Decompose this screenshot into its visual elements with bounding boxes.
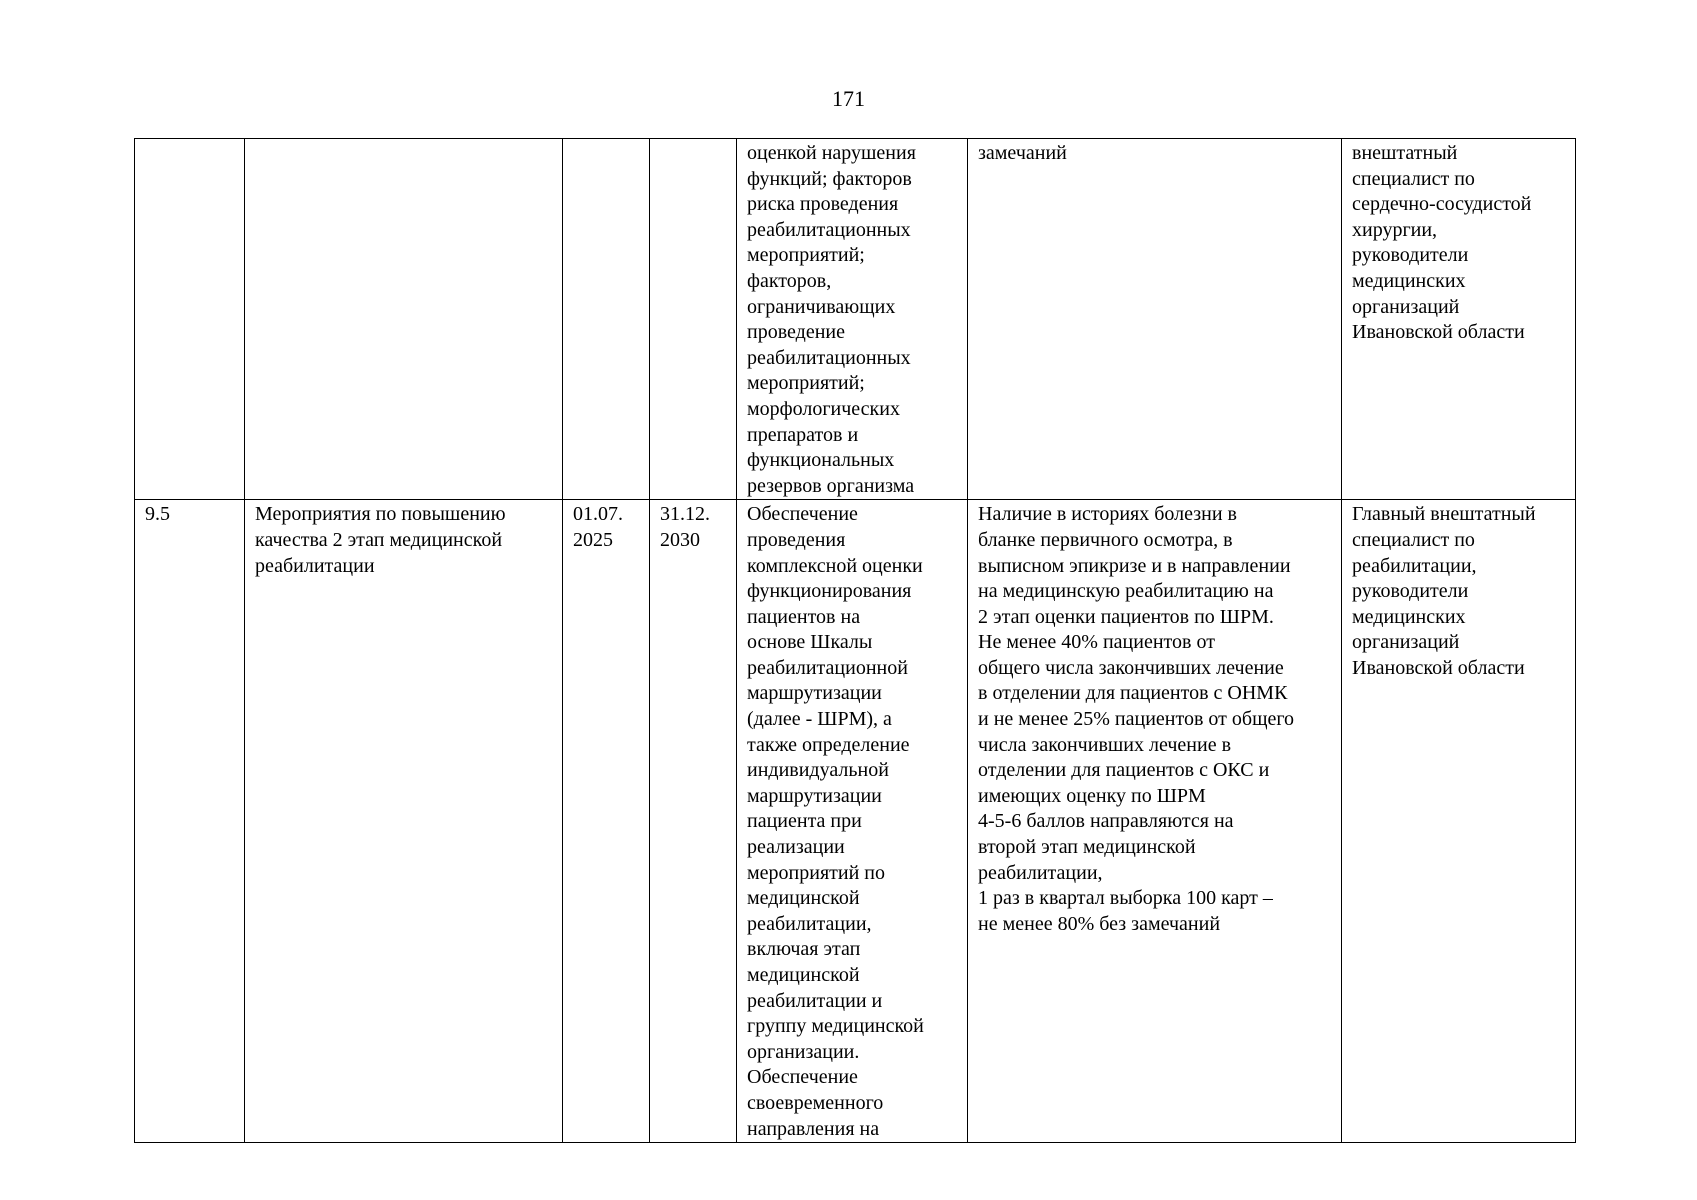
cell-responsible: Главный внештатный специалист по реабилитации, руководители медицинских организаций Ивановской области <box>1342 500 1576 1143</box>
page-number: 171 <box>832 86 865 111</box>
cell-start-date: 01.07. 2025 <box>563 500 650 1143</box>
cell-end-date <box>650 139 737 500</box>
cell-expected-result: Обеспечение проведения комплексной оценки функционирования пациентов на основе Шкалы реабилитационной маршрутизации (далее - ШРМ), а также определение индивидуальной маршрутизации пациента при реализации мероприятий по медицинской реабилитации, включая этап медицинской реабилитации и группу медицинской организации. Обеспечение своевременного направления на <box>737 500 968 1143</box>
cell-expected-result: оценкой нарушения функций; факторов риска проведения реабилитационных мероприятий; факторов, ограничивающих проведение реабилитационных мероприятий; морфологических препаратов и функциональных резервов организма <box>737 139 968 500</box>
cell-number: 9.5 <box>135 500 245 1143</box>
cell-indicator: замечаний <box>968 139 1342 500</box>
cell-start-date <box>563 139 650 500</box>
cell-indicator: Наличие в историях болезни в бланке первичного осмотра, в выписном эпикризе и в направлении на медицинскую реабилитацию на 2 этап оценки пациентов по ШРМ. Не менее 40% пациентов от общего числа закончивших лечение в отделении для пациентов с ОНМК и не менее 25% пациентов от общего числа закончивших лечение в отделении для пациентов с ОКС и имеющих оценку по ШРМ 4-5-6 баллов направляются на второй этап медицинской реабилитации, 1 раз в квартал выборка 100 карт – не менее 80% без замечаний <box>968 500 1342 1143</box>
table-row-9-5 <box>135 500 1576 1143</box>
table-row-continuation <box>135 139 1576 500</box>
cell-number <box>135 139 245 500</box>
cell-responsible: внештатный специалист по сердечно-сосудистой хирургии, руководители медицинских организаций Ивановской области <box>1342 139 1576 500</box>
cell-measure-name <box>245 139 563 500</box>
cell-measure-name: Мероприятия по повышению качества 2 этап медицинской реабилитации <box>245 500 563 1143</box>
measures-table <box>134 138 1576 1143</box>
cell-end-date: 31.12. 2030 <box>650 500 737 1143</box>
